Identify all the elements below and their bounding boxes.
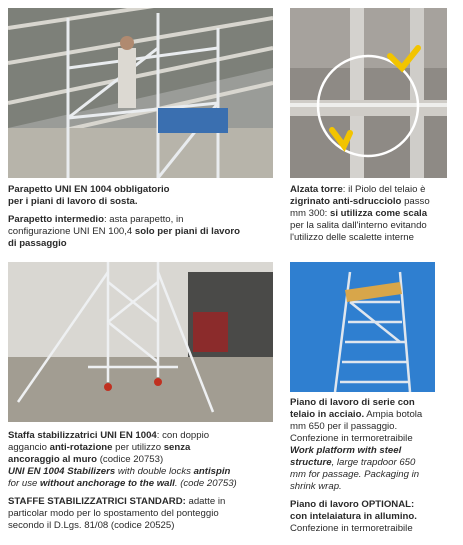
photo-rung-closeup	[290, 8, 447, 178]
tower-lift-description: Alzata torre: il Piolo del telaio è zigrinato anti-sdrucciolo passo mm 300: si utilizza come scala per la salita dall'interno evitando l'utilizzo delle scalette interne	[290, 184, 430, 243]
photo-scaffold-roof	[8, 8, 273, 178]
photo-platform-sky	[290, 262, 435, 392]
platform-description: Piano di lavoro di serie con telaio in acciaio. Ampia botola mm 650 per il passaggio. Confezione in termoretraibile Work platform with steel structure, large trapdoor 650 mm for passage. Packaging in shrink wrap. Piano di lavoro OPTIONAL: con intelaiatura in allumino. Confezione in termoretraibile	[290, 397, 423, 534]
photo-stabilizers	[8, 262, 273, 422]
guardrail-description: Parapetto UNI EN 1004 obbligatorio per i piani di lavoro di sosta. Parapetto intermedio: asta parapetto, in configurazione UNI EN 100,4 solo per piani di lavoro di passaggio	[8, 184, 240, 249]
stabilizer-description: Staffa stabilizzatrici UNI EN 1004: con doppio aggancio anti-rotazione per utilizzo senza ancoraggio al muro (codice 20753) UNI EN 1004 Stabilizers with double locks antispin for use without anchorage to the wall. (code 20753) STAFFE STABILIZZATRICI STANDARD: adatte in particolar modo per lo spostamento del ponteggio secondo il D.Lgs. 81/08 (codice 20525)	[8, 430, 237, 531]
